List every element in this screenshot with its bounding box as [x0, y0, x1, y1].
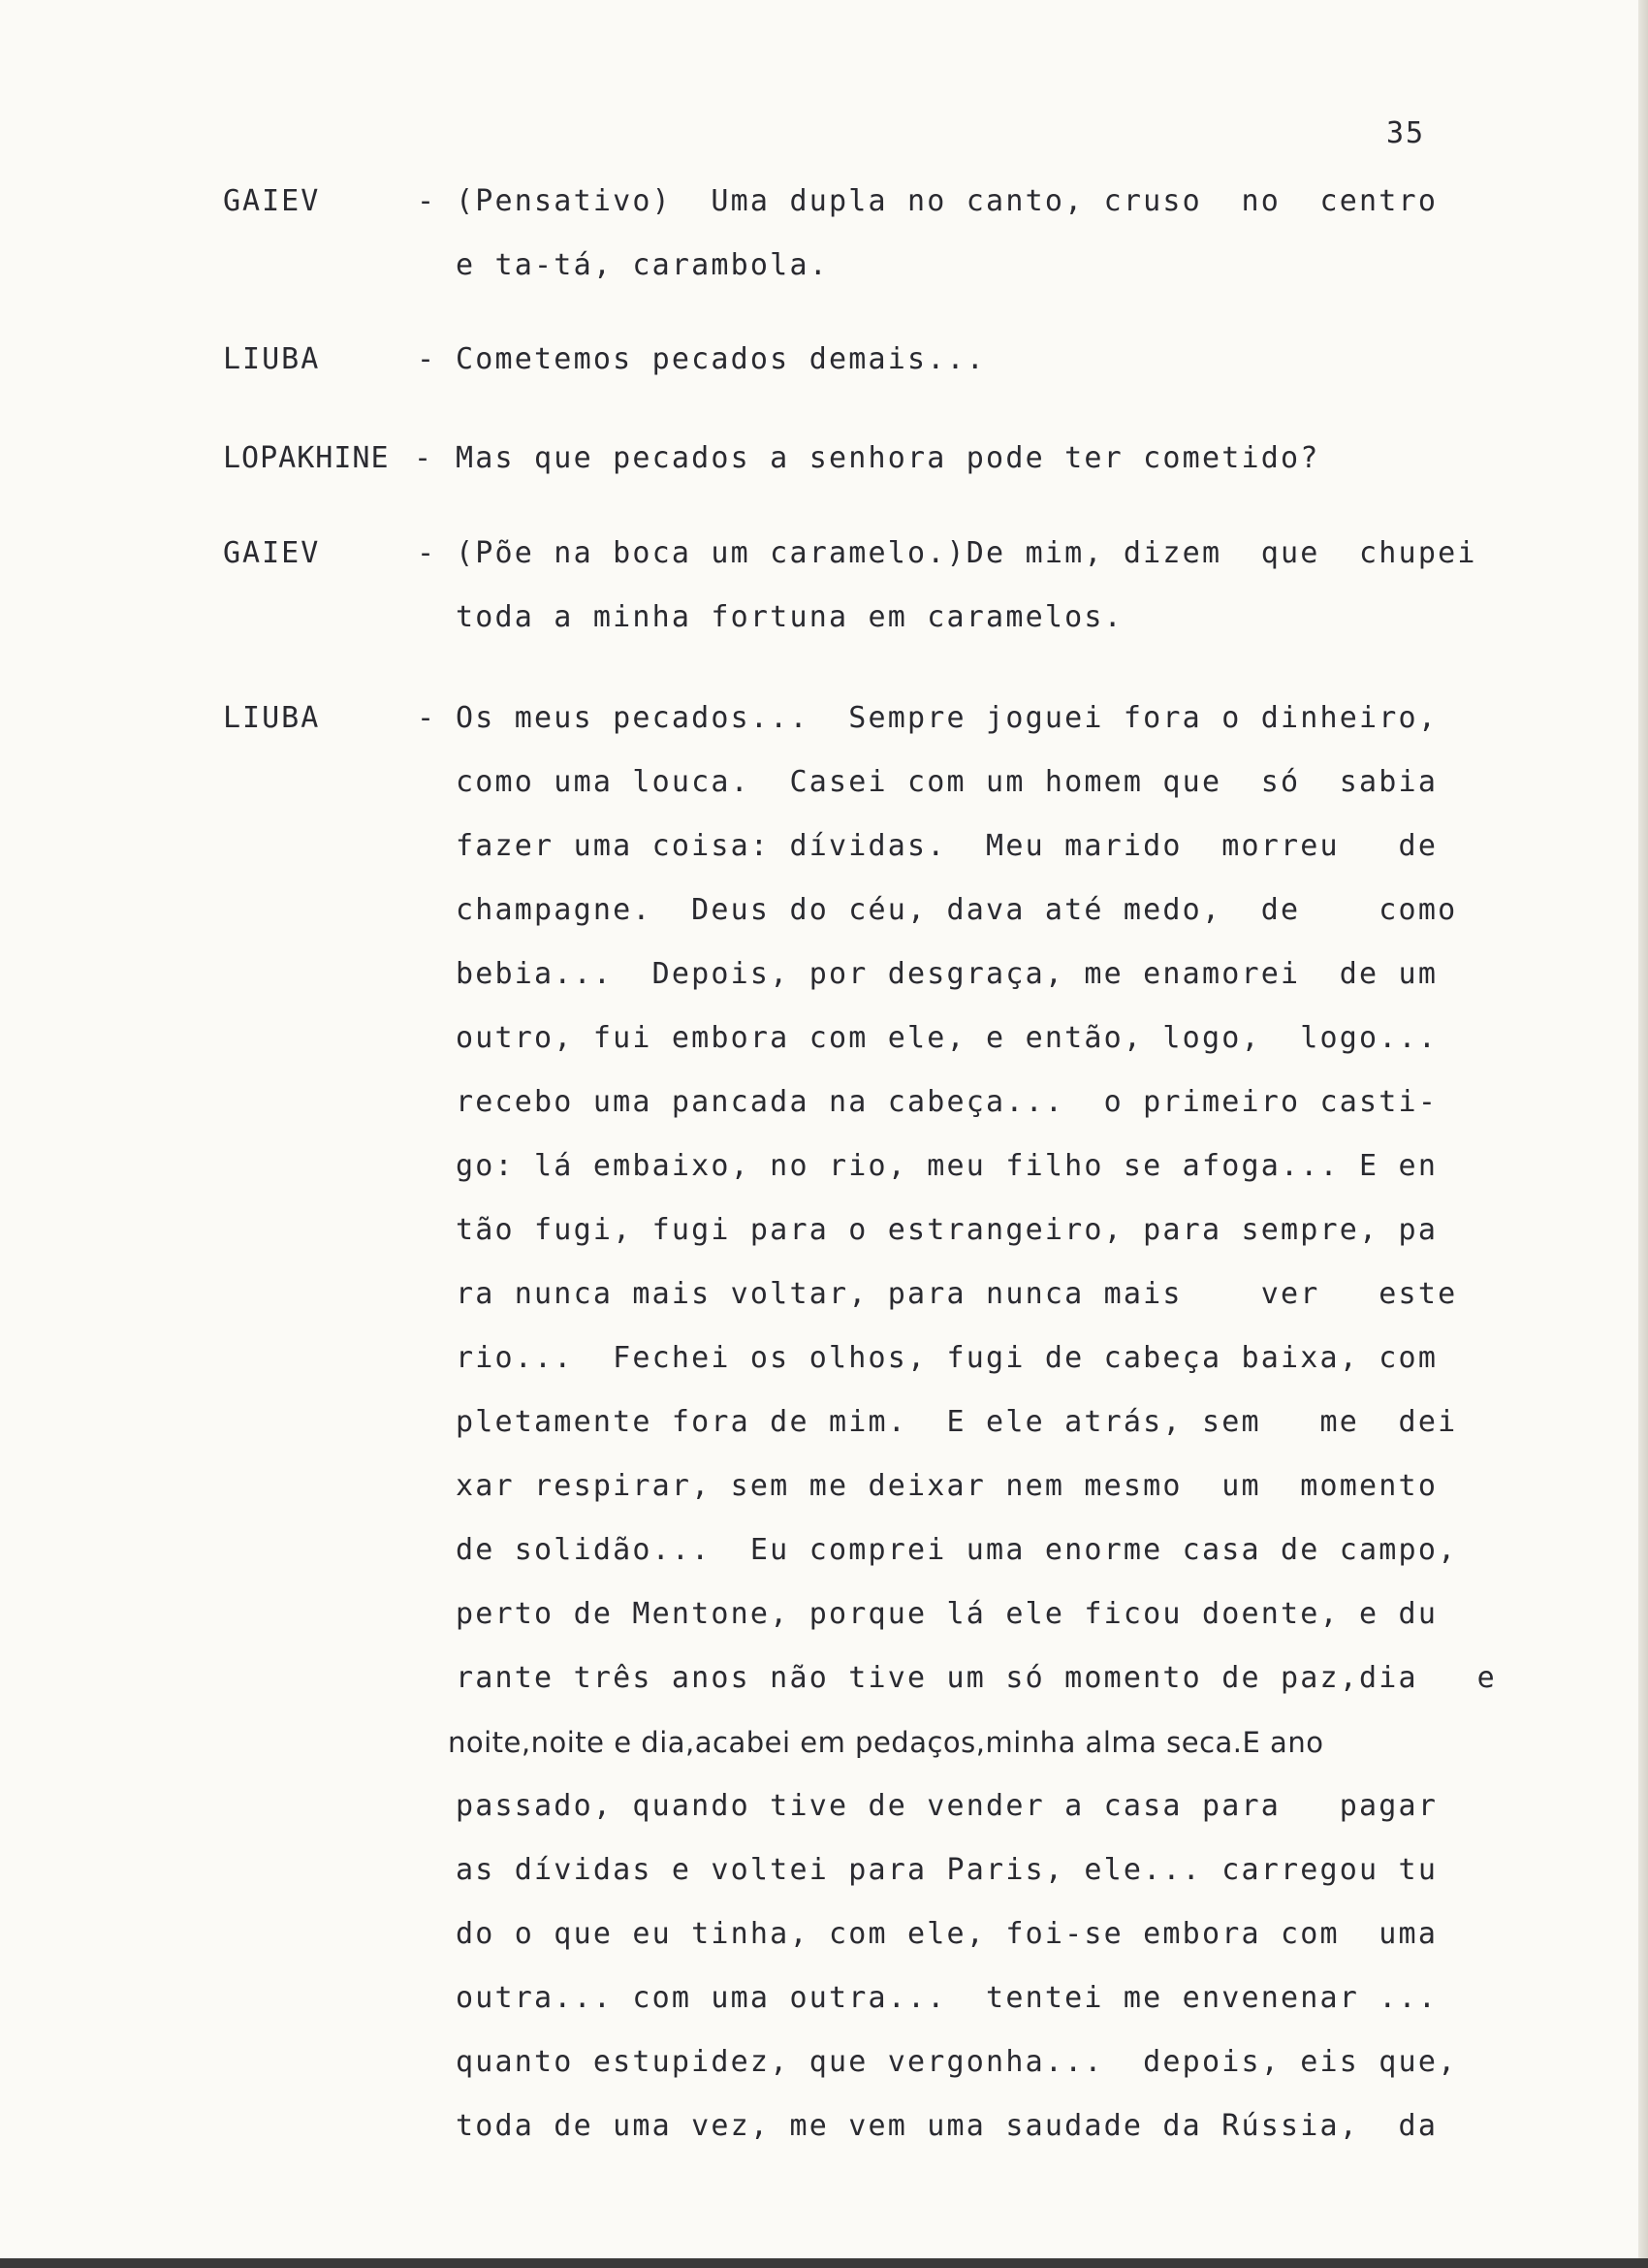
speaker-name: LOPAKHINE — [223, 441, 390, 475]
dialogue-line: bebia... Depois, por desgraça, me enamorei de um — [456, 957, 1439, 991]
dialogue-line: de solidão... Eu comprei uma enorme casa de campo, — [456, 1533, 1458, 1567]
dialogue-dash: - — [417, 184, 435, 218]
dialogue-line: outra... com uma outra... tentei me envenenar ... — [456, 1981, 1439, 2015]
page-edge-shadow — [1638, 0, 1648, 2268]
dialogue-line: Mas que pecados a senhora pode ter cometido? — [456, 441, 1320, 475]
dialogue-line: Os meus pecados... Sempre joguei fora o dinheiro, — [456, 701, 1439, 735]
dialogue-line: fazer uma coisa: dívidas. Meu marido morreu de — [456, 829, 1439, 863]
dialogue-dash: - — [414, 441, 432, 475]
dialogue-line: do o que eu tinha, com ele, foi-se embora com uma — [456, 1917, 1439, 1951]
dialogue-text — [456, 427, 1435, 491]
dialogue-line: e ta-tá, carambola. — [456, 248, 829, 282]
dialogue-line: tão fugi, fugi para o estrangeiro, para sempre, pa — [456, 1213, 1439, 1247]
speaker-name: LIUBA — [223, 342, 321, 376]
dialogue-dash: - — [417, 536, 435, 570]
dialogue-line: pletamente fora de mim. E ele atrás, sem me dei — [456, 1405, 1458, 1439]
dialogue-line: recebo uma pancada na cabeça... o primeiro casti- — [456, 1085, 1439, 1119]
dialogue-text — [456, 170, 1439, 298]
speaker-name: LIUBA — [223, 701, 321, 735]
dialogue-line: toda a minha fortuna em caramelos. — [456, 600, 1124, 634]
dialogue-line: rante três anos não tive um só momento de paz,dia e — [456, 1661, 1497, 1695]
dialogue-line: toda de uma vez, me vem uma saudade da Rússia, da — [456, 2109, 1439, 2143]
dialogue-dash: - — [417, 342, 435, 376]
dialogue-line: perto de Mentone, porque lá ele ficou doente, e du — [456, 1597, 1439, 1631]
dialogue-line-handwritten-correction: noite,noite e dia,acabei em pedaços,minha alma seca.E ano — [448, 1726, 1324, 1759]
scan-bottom-border — [0, 2258, 1648, 2268]
dialogue-text — [456, 328, 1435, 392]
dialogue-line: quanto estupidez, que vergonha... depois, eis que, — [456, 2045, 1458, 2079]
dialogue-line: rio... Fechei os olhos, fugi de cabeça baixa, com — [456, 1341, 1439, 1375]
speaker-name: GAIEV — [223, 184, 321, 218]
dialogue-line: champagne. Deus do céu, dava até medo, de como — [456, 893, 1458, 927]
dialogue-line: como uma louca. Casei com um homem que só sabia — [456, 765, 1439, 799]
dialogue-dash: - — [417, 701, 435, 735]
dialogue-line: (Pensativo) Uma dupla no canto, cruso no centro — [456, 184, 1439, 218]
dialogue-line: passado, quando tive de vender a casa para pagar — [456, 1789, 1439, 1823]
speaker-name: GAIEV — [223, 536, 321, 570]
dialogue-line: as dívidas e voltei para Paris, ele... carregou tu — [456, 1853, 1439, 1887]
dialogue-text — [448, 687, 1497, 2158]
page-number: 35 — [1386, 116, 1426, 150]
dialogue-line: Cometemos pecados demais... — [456, 342, 987, 376]
dialogue-line: outro, fui embora com ele, e então, logo, logo... — [456, 1021, 1439, 1055]
dialogue-text — [456, 522, 1477, 650]
dialogue-line: go: lá embaixo, no rio, meu filho se afoga... E en — [456, 1149, 1439, 1183]
dialogue-line: ra nunca mais voltar, para nunca mais ver este — [456, 1277, 1458, 1311]
dialogue-line: (Põe na boca um caramelo.)De mim, dizem que chupei — [456, 536, 1477, 570]
dialogue-line: xar respirar, sem me deixar nem mesmo um momento — [456, 1469, 1439, 1503]
